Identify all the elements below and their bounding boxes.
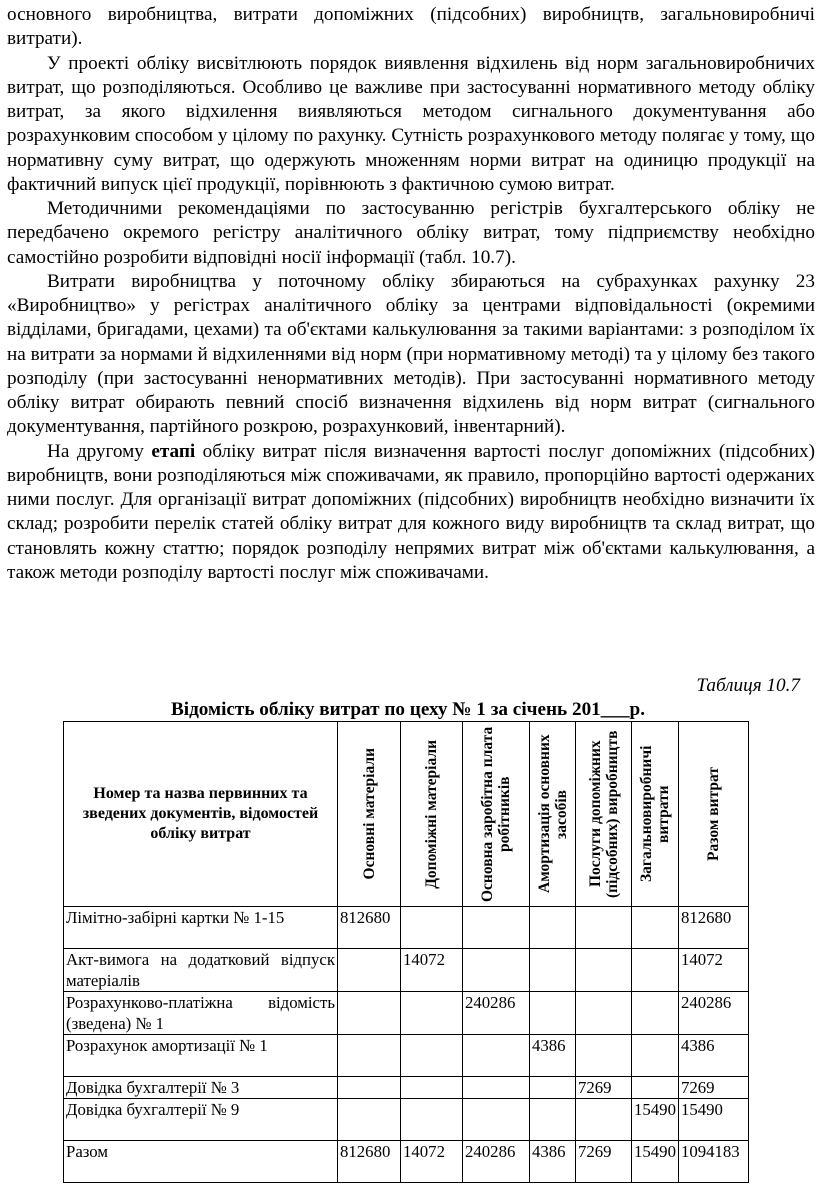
row-document-name: Розрахунково-платіжна відомість (зведена) № 1 — [64, 992, 338, 1035]
table-header-row — [64, 722, 749, 907]
cell-depreciation — [530, 949, 576, 992]
cell-auxiliary-materials — [401, 1099, 463, 1141]
paragraph-continuation: основного виробництва, витрати допоміжних (підсобних) виробництв, загальновиробничі витрати). — [7, 4, 815, 50]
cell-main-materials: 812680 — [338, 907, 401, 949]
cell-auxiliary-services: 7269 — [576, 1141, 632, 1183]
cell-auxiliary-materials — [401, 992, 463, 1035]
cell-wages — [463, 1077, 530, 1099]
cell-main-materials — [338, 992, 401, 1035]
table-caption: Таблиця 10.7 — [696, 675, 800, 696]
paragraph-second-stage — [7, 440, 815, 586]
bold-word-stage: етапі — [151, 440, 196, 462]
cell-main-materials — [338, 949, 401, 992]
cell-auxiliary-services — [576, 907, 632, 949]
header-document-name: Номер та назва первинних та зведених документів, відомостей обліку витрат — [64, 722, 338, 907]
cell-overhead — [632, 907, 679, 949]
cell-auxiliary-services — [576, 1099, 632, 1141]
cell-depreciation — [530, 1077, 576, 1099]
cell-wages — [463, 949, 530, 992]
cell-auxiliary-materials — [401, 1077, 463, 1099]
cell-auxiliary-materials — [401, 907, 463, 949]
header-main-materials-label: Основні матеріали — [360, 748, 378, 880]
paragraph-production-costs: Витрати виробництва у поточному обліку збираються на субрахунках рахунку 23 «Виробництво» у регістрах аналітичного обліку за центрами відповідальності (окремими відділами, бригадами, цехами) та об'єктами калькулювання за такими варіантами: з розподілом їх на витрати за нормами й відхиленнями від норм (при нормативному методі) та у цілому без такого розподілу (при застосуванні ненормативних методів). При застосуванні нормативного методу обліку витрат обирають певний спосіб визначення відхилень від норм витрат (сигнального документування, партійного розкрою, розрахунковий, інвентарний). — [7, 270, 815, 438]
table-row — [64, 907, 749, 949]
cell-depreciation — [530, 1099, 576, 1141]
cell-depreciation — [530, 992, 576, 1035]
table-title: Відомість обліку витрат по цеху № 1 за січень 201___р. — [170, 699, 646, 720]
cell-total: 7269 — [678, 1077, 748, 1099]
cell-depreciation: 4386 — [530, 1141, 576, 1183]
cell-total: 4386 — [678, 1035, 748, 1077]
paragraph-recommendations: Методичними рекомендаціями по застосуванню регістрів бухгалтерського обліку не передбачено окремого регістру аналітичного обліку витрат, тому підприємству необхідно самостійно розробити відповідні носії інформації (табл. 10.7). — [7, 198, 815, 268]
row-document-name: Лімітно-забірні картки № 1-15 — [64, 907, 338, 949]
header-depreciation — [530, 722, 576, 907]
cell-auxiliary-materials — [401, 1035, 463, 1077]
cell-overhead — [632, 949, 679, 992]
cell-auxiliary-services — [576, 949, 632, 992]
table-total-row — [64, 1141, 749, 1183]
header-depreciation-label: Амортизація основних засобів — [535, 734, 570, 894]
cell-wages — [463, 1035, 530, 1077]
table-row — [64, 1077, 749, 1099]
cell-total: 1094183 — [678, 1141, 748, 1183]
cell-auxiliary-materials: 14072 — [401, 949, 463, 992]
header-overhead — [632, 722, 679, 907]
cell-auxiliary-services — [576, 992, 632, 1035]
cell-depreciation — [530, 907, 576, 949]
cell-wages — [463, 907, 530, 949]
cell-total: 15490 — [678, 1099, 748, 1141]
row-document-name: Довідка бухгалтерії № 3 — [64, 1077, 338, 1099]
header-auxiliary-services-label: Послуги допоміжних (підсобних) виробництв — [586, 730, 621, 898]
table-row — [64, 1099, 749, 1141]
header-wages-label: Основна заробітна плата робітників — [479, 726, 513, 902]
cell-wages: 240286 — [463, 1141, 530, 1183]
cell-total: 14072 — [678, 949, 748, 992]
row-document-name: Розрахунок амортизації № 1 — [64, 1035, 338, 1077]
cell-wages — [463, 1099, 530, 1141]
cell-overhead — [632, 1035, 679, 1077]
header-main-materials — [338, 722, 401, 907]
cell-overhead — [632, 1077, 679, 1099]
cell-overhead — [632, 992, 679, 1035]
cell-total: 240286 — [678, 992, 748, 1035]
row-document-name: Довідка бухгалтерії № 9 — [64, 1099, 338, 1141]
table-row — [64, 1035, 749, 1077]
header-auxiliary-materials — [401, 722, 463, 907]
cell-main-materials — [338, 1099, 401, 1141]
cell-main-materials — [338, 1077, 401, 1099]
cell-depreciation: 4386 — [530, 1035, 576, 1077]
row-total-name: Разом — [64, 1141, 338, 1183]
cell-auxiliary-services — [576, 1035, 632, 1077]
cell-auxiliary-services: 7269 — [576, 1077, 632, 1099]
body-text — [7, 3, 815, 585]
cell-auxiliary-materials: 14072 — [401, 1141, 463, 1183]
header-total-label: Разом витрат — [704, 767, 722, 861]
paragraph-deviations: У проекті обліку висвітлюють порядок виявлення відхилень від норм загальновиробничих витрат, що розподіляються. Особливо це важливе при застосуванні нормативного методу обліку витрат, за якого відхилення виявляються методом сигнального документування або розрахунковим способом у цілому по рахунку. Сутність розрахункового методу полягає у тому, що нормативну суму витрат, що одержують множенням норми витрат на одиницю продукції на фактичний випуск цієї продукції, порівнюють з фактичною сумою витрат. — [7, 52, 815, 195]
cell-overhead: 15490 — [632, 1099, 679, 1141]
paragraph-second-stage-rest: обліку витрат після визначення вартості послуг допоміжних (підсобних) виробництв, вони розподіляються між споживачами, як правило, пропорційно вартості одержаних ними послуг. Для організації витрат допоміжних (підсобних) виробництв необхідно визначити їх склад; розробити перелік статей обліку витрат для кожного виду виробництв та склад витрат, що становлять кожну статтю; порядок розподілу непрямих витрат між об'єктами калькулювання, а також методи розподілу вартості послуг між споживачами. — [7, 440, 815, 583]
table-row — [64, 992, 749, 1035]
cell-overhead: 15490 — [632, 1141, 679, 1183]
table-row — [64, 949, 749, 992]
header-wages — [463, 722, 530, 907]
header-total — [678, 722, 748, 907]
cell-main-materials: 812680 — [338, 1141, 401, 1183]
header-overhead-label: Загальновиробничі витрати — [637, 745, 672, 883]
cell-total: 812680 — [678, 907, 748, 949]
cell-main-materials — [338, 1035, 401, 1077]
cost-ledger-table — [63, 721, 749, 1183]
header-auxiliary-materials-label: Допоміжні матеріали — [423, 739, 440, 889]
cell-wages: 240286 — [463, 992, 530, 1035]
row-document-name: Акт-вимога на додатковий відпуск матеріалів — [64, 949, 338, 992]
paragraph-second-stage-start: На другому — [47, 440, 152, 462]
header-auxiliary-services — [576, 722, 632, 907]
